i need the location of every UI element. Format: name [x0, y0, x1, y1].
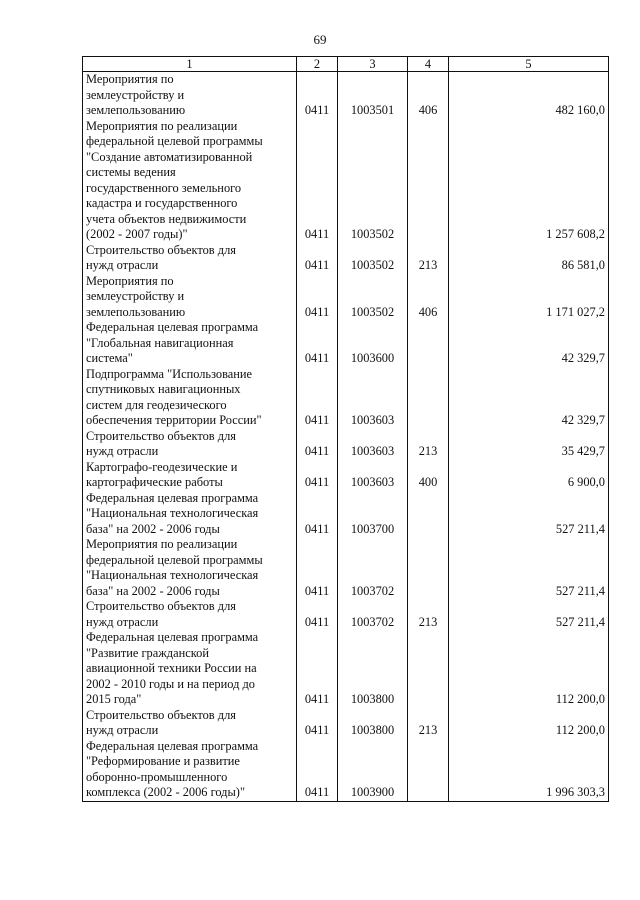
- row-section-code: 0411: [297, 630, 338, 708]
- row-name: Мероприятия по реализации федеральной целевой программы "Создание автоматизированной системы ведения государственного земельного кадастра и государственного учета объектов недвижимости (2002 - 2007 годы)": [83, 119, 297, 243]
- header-col-5: 5: [449, 57, 609, 72]
- row-expense-code: 400: [408, 460, 449, 491]
- row-target-code: 1003702: [338, 599, 408, 630]
- table-body: [83, 72, 609, 802]
- row-target-code: 1003800: [338, 708, 408, 739]
- row-expense-code: 213: [408, 708, 449, 739]
- row-expense-code: [408, 537, 449, 599]
- row-target-code: 1003800: [338, 630, 408, 708]
- table-row: [83, 460, 609, 491]
- table-row: [83, 367, 609, 429]
- row-amount: 42 329,7: [449, 367, 609, 429]
- header-col-3: 3: [338, 57, 408, 72]
- row-name: Строительство объектов для нужд отрасли: [83, 429, 297, 460]
- row-name: Мероприятия по реализации федеральной целевой программы "Национальная технологическая база" на 2002 - 2006 годы: [83, 537, 297, 599]
- row-name: Федеральная целевая программа "Реформирование и развитие оборонно-промышленного комплекса (2002 - 2006 годы)": [83, 739, 297, 802]
- row-target-code: 1003600: [338, 320, 408, 367]
- row-amount: 112 200,0: [449, 630, 609, 708]
- row-expense-code: [408, 491, 449, 538]
- row-amount: 527 211,4: [449, 537, 609, 599]
- row-amount: 527 211,4: [449, 491, 609, 538]
- table-row: [83, 274, 609, 321]
- row-name: Федеральная целевая программа "Национальная технологическая база" на 2002 - 2006 годы: [83, 491, 297, 538]
- row-section-code: 0411: [297, 243, 338, 274]
- row-amount: 86 581,0: [449, 243, 609, 274]
- budget-table: [82, 56, 609, 802]
- row-section-code: 0411: [297, 460, 338, 491]
- row-target-code: 1003603: [338, 429, 408, 460]
- row-amount: 527 211,4: [449, 599, 609, 630]
- row-section-code: 0411: [297, 599, 338, 630]
- row-name: Федеральная целевая программа "Глобальная навигационная система": [83, 320, 297, 367]
- row-amount: 1 996 303,3: [449, 739, 609, 802]
- row-expense-code: 406: [408, 72, 449, 119]
- row-section-code: 0411: [297, 429, 338, 460]
- row-expense-code: [408, 320, 449, 367]
- page-number: 69: [313, 32, 327, 47]
- header-col-4: 4: [408, 57, 449, 72]
- row-target-code: 1003502: [338, 243, 408, 274]
- row-name: Мероприятия по землеустройству и землепользованию: [83, 72, 297, 119]
- row-target-code: 1003700: [338, 491, 408, 538]
- row-section-code: 0411: [297, 708, 338, 739]
- table-row: [83, 537, 609, 599]
- row-section-code: 0411: [297, 274, 338, 321]
- table-row: [83, 630, 609, 708]
- row-section-code: 0411: [297, 537, 338, 599]
- row-section-code: 0411: [297, 119, 338, 243]
- row-name: Мероприятия по землеустройству и землепользованию: [83, 274, 297, 321]
- header-col-1: 1: [83, 57, 297, 72]
- row-amount: 6 900,0: [449, 460, 609, 491]
- table-row: [83, 320, 609, 367]
- row-target-code: 1003501: [338, 72, 408, 119]
- row-target-code: 1003702: [338, 537, 408, 599]
- row-expense-code: 213: [408, 429, 449, 460]
- row-amount: 42 329,7: [449, 320, 609, 367]
- row-expense-code: 213: [408, 599, 449, 630]
- row-expense-code: 406: [408, 274, 449, 321]
- row-amount: 482 160,0: [449, 72, 609, 119]
- row-name: Подпрограмма "Использование спутниковых навигационных систем для геодезического обеспечения территории России": [83, 367, 297, 429]
- row-amount: 35 429,7: [449, 429, 609, 460]
- row-expense-code: [408, 119, 449, 243]
- row-section-code: 0411: [297, 320, 338, 367]
- row-expense-code: [408, 367, 449, 429]
- row-target-code: 1003502: [338, 119, 408, 243]
- row-section-code: 0411: [297, 72, 338, 119]
- row-section-code: 0411: [297, 739, 338, 802]
- table-row: [83, 429, 609, 460]
- table-row: [83, 599, 609, 630]
- row-amount: 112 200,0: [449, 708, 609, 739]
- row-section-code: 0411: [297, 491, 338, 538]
- row-target-code: 1003603: [338, 460, 408, 491]
- row-expense-code: [408, 630, 449, 708]
- row-expense-code: [408, 739, 449, 802]
- table-row: [83, 243, 609, 274]
- table-row: [83, 708, 609, 739]
- table-row: [83, 72, 609, 119]
- row-target-code: 1003603: [338, 367, 408, 429]
- table-row: [83, 491, 609, 538]
- row-expense-code: 213: [408, 243, 449, 274]
- row-name: Строительство объектов для нужд отрасли: [83, 708, 297, 739]
- row-name: Федеральная целевая программа "Развитие гражданской авиационной техники России на 2002 - 2010 годы и на период до 2015 года": [83, 630, 297, 708]
- row-amount: 1 171 027,2: [449, 274, 609, 321]
- row-name: Строительство объектов для нужд отрасли: [83, 599, 297, 630]
- table-row: [83, 739, 609, 802]
- row-target-code: 1003502: [338, 274, 408, 321]
- row-target-code: 1003900: [338, 739, 408, 802]
- row-name: Картографо-геодезические и картографические работы: [83, 460, 297, 491]
- header-col-2: 2: [297, 57, 338, 72]
- table-row: [83, 119, 609, 243]
- table-header-row: [83, 57, 609, 72]
- row-amount: 1 257 608,2: [449, 119, 609, 243]
- row-section-code: 0411: [297, 367, 338, 429]
- row-name: Строительство объектов для нужд отрасли: [83, 243, 297, 274]
